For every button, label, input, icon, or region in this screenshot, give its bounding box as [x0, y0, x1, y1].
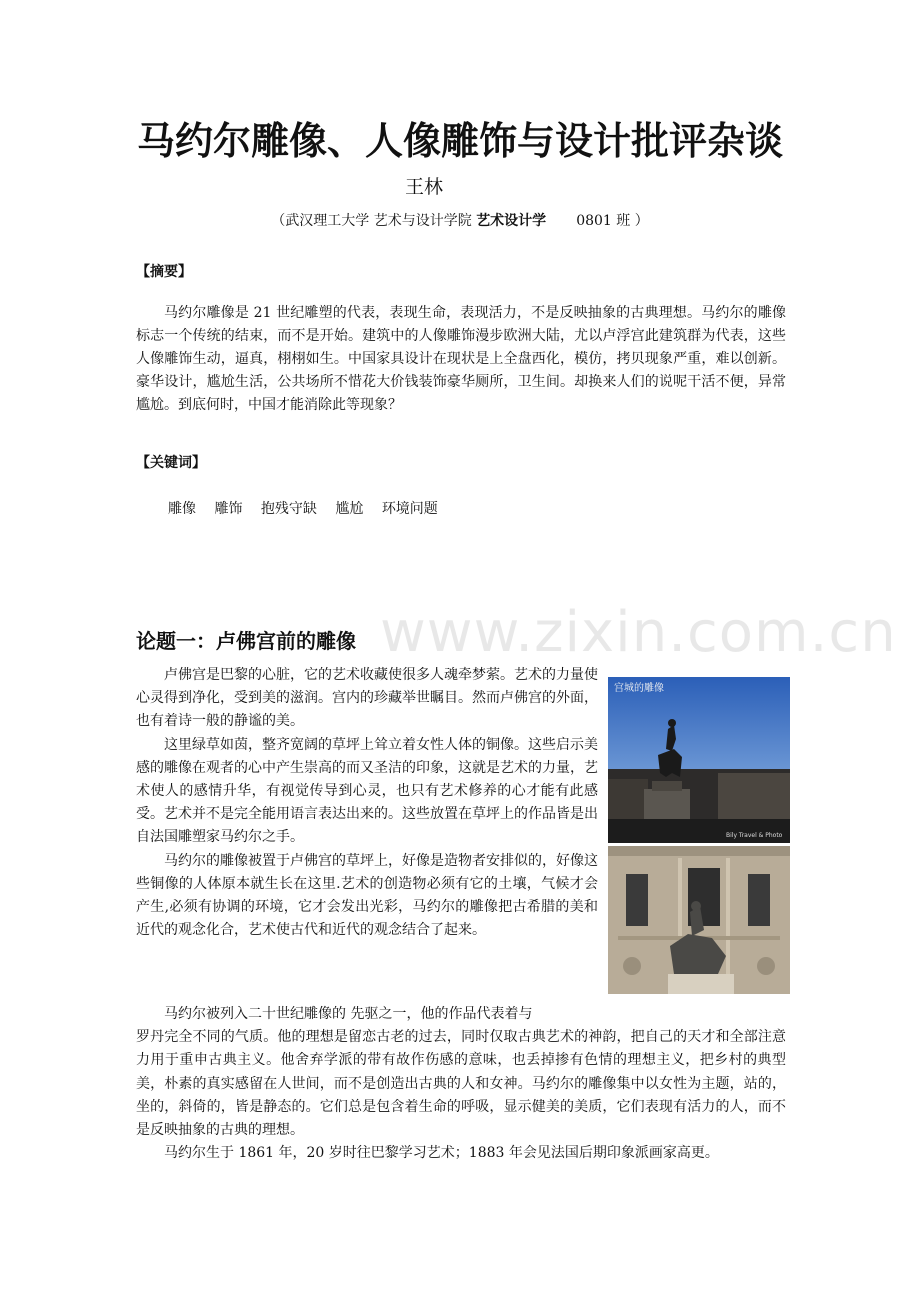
statue-photo-sky [608, 677, 790, 843]
keyword-item: 尴尬 [335, 501, 364, 517]
body-paragraph: 卢佛宫是巴黎的心脏，它的艺术收藏使很多人魂牵梦萦。艺术的力量使心灵得到净化，受到美的滋润。宫内的珍藏举世瞩目。然而卢佛宫的外面，也有着诗一般的静谧的美。 [136, 667, 598, 730]
photo-caption: 宫城的雕像 [614, 683, 664, 694]
abstract-text: 马约尔雕像是 21 世纪雕塑的代表，表现生命，表现活力，不是反映抽象的古典理想。马约尔的雕像标志一个传统的结束，而不是开始。建筑中的人像雕饰漫步欧洲大陆，尤以卢浮宫此建筑群为代表，这些人像雕饰生动，逼真，栩栩如生。中国家具设计在现状是上全盘西化，模仿，拷贝现象严重，难以创新。豪华设计，尴尬生活，公共场所不惜花大价钱装饰豪华厕所，卫生间。却换来人们的说呢干活不便，异常尴尬。到底何时，中国才能消除此等现象？ [136, 305, 786, 413]
affiliation [0, 210, 920, 230]
full-width-text [136, 1003, 786, 1165]
keywords-label: 【关键词】 [136, 455, 206, 471]
statue-photo-facade [608, 846, 790, 994]
watermark: www.zixin.com.cn [380, 600, 897, 665]
affiliation-class: 0801 班 ） [576, 213, 649, 229]
body-paragraph: 马约尔的雕像被置于卢佛宫的草坪上，好像是造物者安排似的，好像这些铜像的人体原本就生长在这里.艺术的创造物必须有它的土壤，气候才会产生,必须有协调的环境，它才会发出光彩，马约尔的雕像把古希腊的美和近代的观念化合，艺术使古代和近代的观念结合了起来。 [136, 852, 598, 939]
photo-signature: Bily Travel & Photo [726, 832, 783, 839]
abstract-label: 【摘要】 [136, 264, 192, 280]
keywords-list [168, 498, 452, 518]
body-paragraph: 罗丹完全不同的气质。他的理想是留恋古老的过去，同时仅取古典艺术的神韵，把自己的天才和全部注意力用于重申古典主义。他舍弃学派的带有故作伤感的意味，也丢掉掺有色情的理想主义，把乡村的典型美，朴素的真实感留在人世间，而不是创造出古典的人和女神。马约尔的雕像集中以女性为主题，站的，坐的，斜倚的，皆是静态的。它们总是包含着生命的呼吸，显示健美的美质，它们表现有活力的人，而不是反映抽象的古典的理想。 [136, 1029, 786, 1139]
keyword-item: 环境问题 [381, 501, 438, 517]
keyword-item: 雕饰 [214, 501, 243, 517]
keyword-item: 雕像 [168, 501, 196, 517]
body-paragraph: 这里绿草如茵，整齐宽阔的草坪上耸立着女性人体的铜像。这些启示美感的雕像在观者的心中产生崇高的而又圣洁的印象，这就是艺术的力量，艺术使人的感情升华，有视觉传导到心灵，也只有艺术修养的心才能有此感受。艺术并不是完全能用语言表达出来的。这些放置在草坪上的作品皆是出自法国雕塑家马约尔之手。 [136, 736, 598, 846]
document-title: 马约尔雕像、人像雕饰与设计批评杂谈 [136, 119, 783, 163]
statue-photo-sky-image [608, 677, 790, 843]
affiliation-major: 艺术设计学 [476, 213, 547, 229]
author-name: 王林 [404, 176, 443, 198]
wrapped-column [136, 664, 598, 942]
affiliation-org: （武汉理工大学 艺术与设计学院 [271, 213, 477, 229]
keyword-item: 抱残守缺 [260, 501, 317, 517]
body-paragraph: 马约尔生于 1861 年，20 岁时往巴黎学习艺术；1883 年会见法国后期印象派画家高更。 [164, 1145, 719, 1162]
statue-photo-facade-image [608, 846, 790, 994]
section-heading: 论题一：卢佛宫前的雕像 [136, 629, 356, 653]
wrap-line: 马约尔被列入二十世纪雕像的 先驱之一，他的作品代表着与 [164, 1006, 533, 1022]
